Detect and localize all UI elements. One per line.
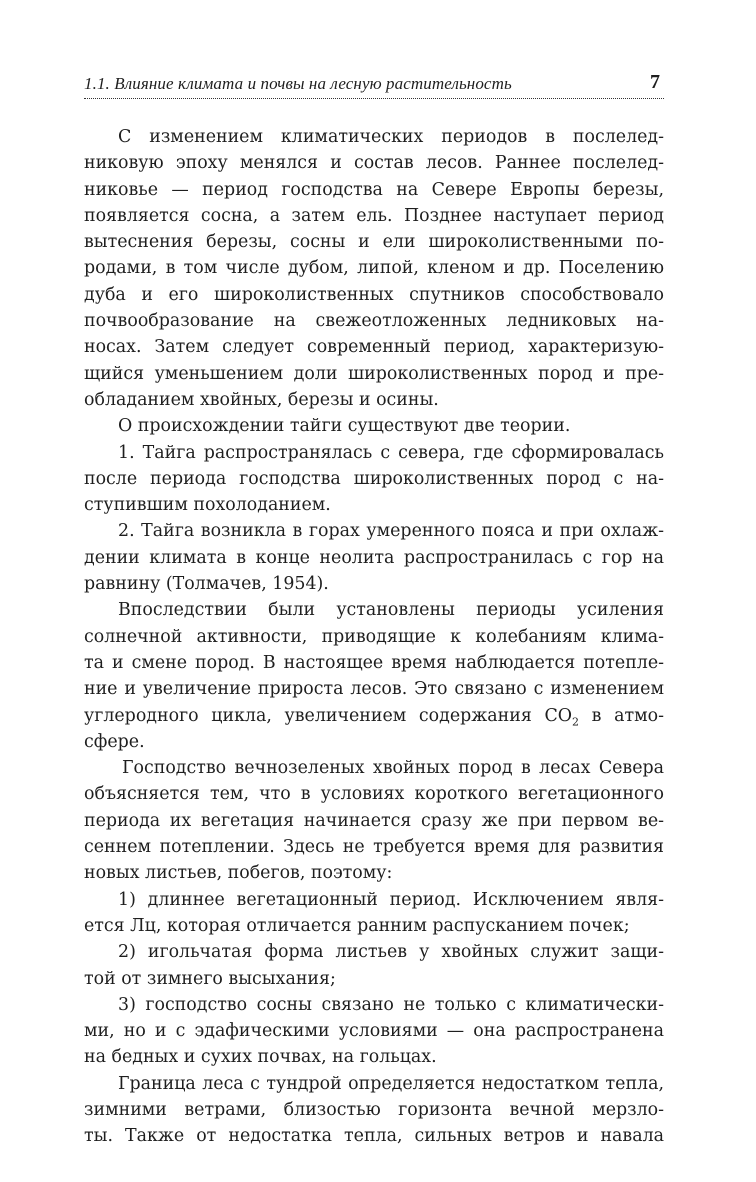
list-item-line: 3) господство сосны связано не только с климатически- bbox=[118, 994, 664, 1015]
text-line: зимними ветрами, близостью горизонта вечной мерзло- bbox=[84, 1099, 664, 1120]
text-line: после периода господства широколиственных пород с на- bbox=[84, 468, 664, 489]
text-line: сфере. bbox=[84, 731, 145, 752]
text-line: равнину (Толмачев, 1954). bbox=[84, 574, 329, 595]
text-line: новых листьев, побегов, поэтому: bbox=[84, 863, 393, 884]
text-line: обладанием хвойных, березы и осины. bbox=[84, 389, 439, 410]
text-line: щийся уменьшением доли широколиственных пород и пре- bbox=[84, 363, 664, 384]
co2-text: углеродного цикла, увеличением содержания CO bbox=[84, 705, 573, 726]
text-line: та и смене пород. В настоящее время наблюдается потепле- bbox=[84, 652, 664, 673]
body-text bbox=[84, 124, 664, 1150]
text-line: 2. Тайга возникла в горах умеренного пояса и при охлаж- bbox=[118, 521, 664, 542]
text-line: никовье — период господства на Севере Европы березы, bbox=[84, 179, 664, 200]
text-line: носах. Затем следует современный период, характеризую- bbox=[84, 337, 664, 358]
text-line: вытеснения березы, сосны и ели широколиственными по- bbox=[84, 232, 664, 253]
running-header bbox=[84, 70, 664, 99]
list-item-line: на бедных и сухих почвах, на гольцах. bbox=[84, 1047, 437, 1068]
text-line: О происхождении тайги существуют две теории. bbox=[118, 416, 571, 437]
text-line: почвообразование на свежеотложенных ледниковых на- bbox=[84, 311, 664, 332]
text-line: родами, в том числе дубом, липой, кленом и др. Поселению bbox=[84, 258, 664, 279]
text-line: ступившим похолоданием. bbox=[84, 495, 331, 516]
text-line: Граница леса с тундрой определяется недостатком тепла, bbox=[118, 1073, 664, 1094]
chapter-title: 1.1. Влияние климата и почвы на лесную растительность bbox=[84, 74, 512, 93]
text-line: никовую эпоху менялся и состав лесов. Раннее послелед- bbox=[84, 153, 664, 174]
text-line: 1. Тайга распространялась с севера, где сформировалась bbox=[118, 442, 664, 463]
text-line: появляется сосна, а затем ель. Позднее наступает период bbox=[84, 205, 664, 226]
list-item-line: ется Лц, которая отличается ранним распусканием почек; bbox=[84, 915, 630, 936]
text-line-co2 bbox=[84, 703, 664, 729]
text-line: Господство вечнозеленых хвойных пород в лесах Севера bbox=[122, 758, 664, 779]
co2-text-tail: в атмо- bbox=[579, 705, 664, 726]
text-line: периода их вегетация начинается сразу же при первом ве- bbox=[84, 810, 664, 831]
page-number: 7 bbox=[650, 71, 660, 93]
text-line: дении климата в конце неолита распространилась с гор на bbox=[84, 547, 664, 568]
list-item-line: 2) игольчатая форма листьев у хвойных служит защи- bbox=[118, 942, 664, 963]
list-item-line: той от зимнего высыхания; bbox=[84, 968, 336, 989]
text-line: ты. Также от недостатка тепла, сильных ветров и навала bbox=[84, 1126, 664, 1147]
text-line: Впоследствии были установлены периоды усиления bbox=[118, 600, 664, 621]
text-line: сеннем потеплении. Здесь не требуется время для развития bbox=[84, 837, 664, 858]
text-line: ние и увеличение прироста лесов. Это связано с изменением bbox=[84, 679, 664, 700]
text-line: солнечной активности, приводящие к колебаниям клима- bbox=[84, 626, 664, 647]
list-item-line: 1) длиннее вегетационный период. Исключением явля- bbox=[118, 889, 664, 910]
text-line: объясняется тем, что в условиях короткого вегетационного bbox=[84, 784, 664, 805]
text-line: С изменением климатических периодов в послелед- bbox=[118, 127, 664, 147]
co2-subscript: 2 bbox=[572, 715, 580, 728]
list-item-line: ми, но и с эдафическими условиями — она распространена bbox=[84, 1021, 664, 1042]
text-line: дуба и его широколиственных спутников способствовало bbox=[84, 284, 664, 305]
